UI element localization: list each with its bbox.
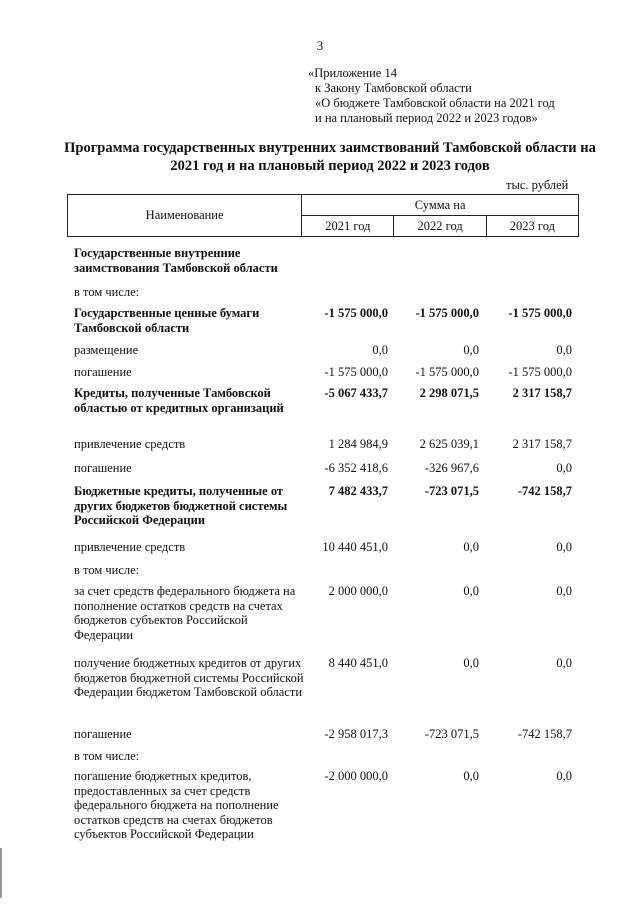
row-name: Государственные внутренние заимствования Тамбовской области [74, 246, 278, 275]
header-name: Наименование [68, 195, 302, 237]
row-name: в том числе: [74, 749, 140, 763]
units-label: тыс. рублей [506, 178, 569, 192]
row-value-2021: -5 067 433,7 [324, 386, 388, 400]
header-year-2022: 2022 год [394, 216, 486, 237]
row-name: Кредиты, полученные Тамбовской областью от кредитных организаций [74, 386, 284, 415]
row-value-2021: 7 482 433,7 [328, 484, 388, 498]
row-value-2022: -723 071,5 [424, 484, 479, 498]
row-value-2022: 0,0 [463, 656, 479, 670]
row-name: в том числе: [74, 285, 140, 299]
row-value-2023: -742 158,7 [517, 484, 572, 498]
row-value-2022: -1 575 000,0 [415, 306, 479, 320]
header-sum: Сумма на [302, 195, 579, 216]
row-value-2022: -326 967,6 [424, 461, 479, 475]
appendix-block [308, 66, 555, 126]
row-value-2021: 0,0 [372, 343, 388, 357]
row-name: Бюджетные кредиты, полученные от других бюджетов бюджетной системы Российской Федерации [74, 484, 288, 527]
row-value-2022: 2 298 071,5 [419, 386, 479, 400]
row-value-2021: -2 000 000,0 [324, 769, 388, 783]
header-year-2023: 2023 год [486, 216, 578, 237]
row-value-2023: -1 575 000,0 [508, 306, 572, 320]
row-value-2021: 1 284 984,9 [328, 437, 388, 451]
row-value-2023: 0,0 [556, 769, 572, 783]
row-name: за счет средств федерального бюджета на пополнение остатков средств на счетах бюджетов субъектов Российской Федерации [74, 584, 296, 642]
page-number: 3 [316, 38, 324, 53]
scan-edge [0, 848, 2, 898]
row-value-2023: 0,0 [556, 540, 572, 554]
row-value-2023: 0,0 [556, 343, 572, 357]
row-name: привлечение средств [74, 540, 186, 554]
appendix-line: «О бюджете Тамбовской области на 2021 год [315, 96, 555, 110]
row-name: в том числе: [74, 563, 140, 577]
row-value-2021: 2 000 000,0 [328, 584, 388, 598]
row-value-2023: 0,0 [556, 656, 572, 670]
row-value-2023: 0,0 [556, 584, 572, 598]
row-value-2023: 2 317 158,7 [512, 437, 572, 451]
appendix-line: «Приложение 14 [308, 66, 397, 80]
row-value-2022: -1 575 000,0 [415, 365, 479, 379]
row-value-2023: 2 317 158,7 [512, 386, 572, 400]
row-value-2023: -1 575 000,0 [508, 365, 572, 379]
row-value-2021: -2 958 017,3 [324, 727, 388, 741]
row-name: получение бюджетных кредитов от других бюджетов бюджетной системы Российской Федерации бюджетом Тамбовской области [74, 656, 304, 699]
row-value-2022: 0,0 [463, 343, 479, 357]
row-value-2021: -1 575 000,0 [324, 306, 388, 320]
header-year-2021: 2021 год [302, 216, 394, 237]
appendix-line: к Закону Тамбовской области [315, 81, 472, 95]
row-name: Государственные ценные бумаги Тамбовской области [74, 306, 260, 335]
row-value-2022: 0,0 [463, 540, 479, 554]
row-value-2021: 10 440 451,0 [322, 540, 388, 554]
row-name: размещение [74, 343, 139, 357]
row-value-2023: 0,0 [556, 461, 572, 475]
row-value-2021: -6 352 418,6 [324, 461, 388, 475]
appendix-line: и на плановый период 2022 и 2023 годов» [315, 111, 538, 125]
row-value-2022: 0,0 [463, 769, 479, 783]
row-name: привлечение средств [74, 437, 186, 451]
row-name: погашение [74, 727, 132, 741]
table-header [67, 194, 579, 237]
row-value-2021: -1 575 000,0 [324, 365, 388, 379]
row-value-2022: 2 625 039,1 [419, 437, 479, 451]
row-name: погашение [74, 461, 132, 475]
row-name: погашение бюджетных кредитов, предоставленных за счет средств федерального бюджета на пополнение остатков средств на счетах бюджетов субъектов Российской Федерации [74, 769, 279, 841]
row-value-2023: -742 158,7 [517, 727, 572, 741]
document-title: Программа государственных внутренних заимствований Тамбовской области на 2021 год и на плановый период 2022 и 2023 годов [64, 140, 596, 174]
row-name: погашение [74, 365, 132, 379]
row-value-2022: -723 071,5 [424, 727, 479, 741]
row-value-2021: 8 440 451,0 [328, 656, 388, 670]
row-value-2022: 0,0 [463, 584, 479, 598]
